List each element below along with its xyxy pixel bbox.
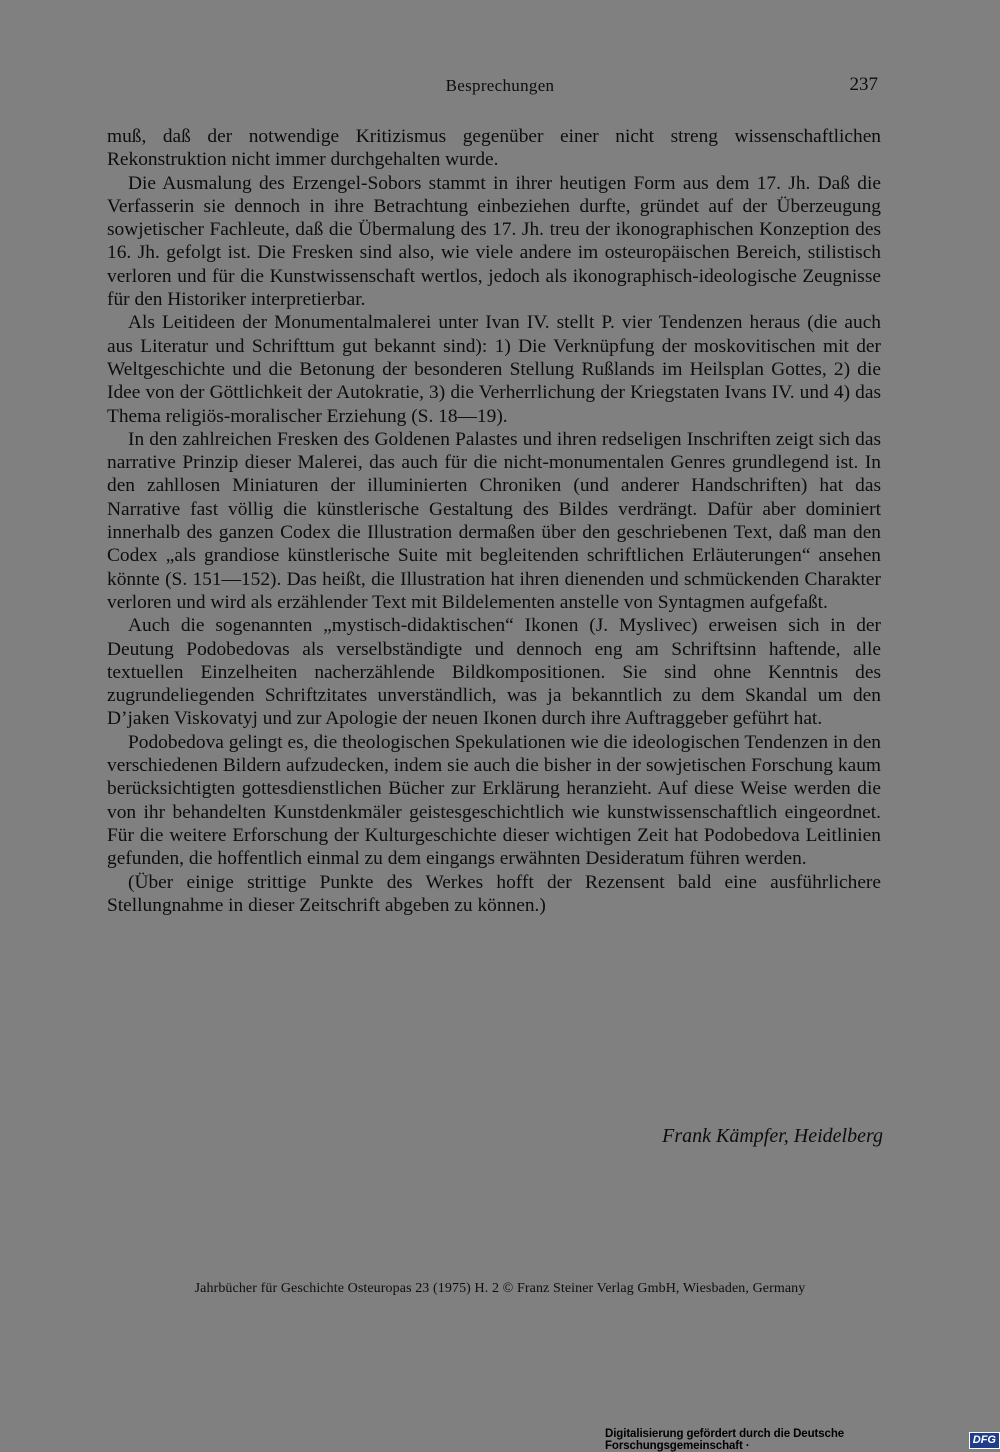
paragraph-podobedova: Podobedova gelingt es, die theologischen Spekulationen wie die ideologischen Tendenzen in den verschiedenen Bildern aufzudecken, indem sie auch die bisher in der sowjetischen Forschung kaum berücksichtigten gottesdienstlichen Bücher zur Erklärung heranzieht. Auf diese Weise werden die von ihr behandelten Kunstdenkmäler geistesgeschichtlich wie kunstwissenschaftlich eingeordnet. Für die weitere Erforschung der Kulturgeschichte dieser wichtigen Zeit hat Podobedova Leitlinien gefunden, die hoffentlich einmal zu dem eingangs erwähnten Desideratum führen werden. <box>107 731 881 870</box>
paragraph-closing-note: (Über einige strittige Punkte des Werkes hofft der Rezensent bald eine ausführlichere Stellungnahme in dieser Zeitschrift abgeben zu können.) <box>107 871 881 916</box>
reviewer-signature: Frank Kämpfer, Heidelberg <box>662 1125 883 1147</box>
funding-bar <box>605 1428 1000 1452</box>
paragraph-ikonen: Auch die sogenannten „mystisch-didaktischen“ Ikonen (J. Myslivec) erweisen sich in der Deutung Podobedovas als verselbständigte und dennoch eng am Schriftsinn haftende, alle textuellen Einzelheiten nacherzählende Bildkompositionen. Sie sind ohne Kenntnis des zugrundeliegenden Schriftzitates unverständlich, was ja bekanntlich zu dem Skandal um den D’jaken Viskovatyj und zur Apologie der neuen Ikonen durch ihre Auftraggeber geführt hat. <box>107 615 881 730</box>
paragraph-leitideen: Als Leitideen der Monumentalmalerei unter Ivan IV. stellt P. vier Tendenzen heraus (die auch aus Literatur und Schrifttum gut bekannt sind): 1) Die Verknüpfung der moskovitischen mit der Weltgeschichte und die Betonung der besonderen Stellung Rußlands im Heilsplan Gottes, 2) die Idee von der Göttlichkeit der Autokratie, 3) die Verherrlichung der Kriegstaten Ivans IV. und 4) das Thema religiös-moralischer Erziehung (S. 18—19). <box>107 312 881 427</box>
page-number: 237 <box>849 74 878 95</box>
review-body <box>107 125 881 917</box>
dfg-logo-icon: DFG <box>969 1432 1000 1449</box>
paragraph-fresken: In den zahlreichen Fresken des Goldenen Palastes und ihren redseligen Inschriften zeigt sich das narrative Prinzip dieser Malerei, das auch für die nicht-monumentalen Genres grundlegend ist. In den zahllosen Miniaturen der illuminierten Chroniken (und anderer Handschriften) hat das Narrative fast völlig die künstlerische Gestaltung des Bildes verdrängt. Dafür aber dominiert innerhalb des ganzen Codex die Illustration dermaßen über den geschriebenen Text, daß man den Codex „als grandiose künstlerische Suite mit begleitenden schriftlichen Erläuterungen“ ansehen könnte (S. 151—152). Das heißt, die Illustration hat ihren dienenden und schmückenden Charakter verloren und wird als erzählender Text mit Bildelementen anstelle von Syntagmen aufgefaßt. <box>107 428 881 613</box>
paragraph-ausmalung: Die Ausmalung des Erzengel-Sobors stammt in ihrer heutigen Form aus dem 17. Jh. Daß die Verfasserin sie dennoch in ihre Betrachtung einbeziehen durfte, gründet auf der Überzeugung sowjetischer Fachleute, daß die Übermalung des 17. Jh. treu der ikonographischen Konzeption des 16. Jh. gefolgt ist. Die Fresken sind also, wie viele andere im osteuropäischen Bereich, stilistisch verloren und für die Kunstwissenschaft wertlos, jedoch als ikonographisch-ideologische Zeugnisse für den Historiker interpretierbar. <box>107 172 881 311</box>
funding-text: Digitalisierung gefördert durch die Deutsche Forschungsgemeinschaft · <box>605 1428 845 1452</box>
journal-footer: Jahrbücher für Geschichte Osteuropas 23 (1975) H. 2 © Franz Steiner Verlag GmbH, Wiesbaden, Germany <box>194 1281 806 1296</box>
paragraph-continuation: muß, daß der notwendige Kritizismus gegenüber einer nicht streng wissenschaftlichen Rekonstruktion nicht immer durchgehalten wurde. <box>107 126 881 171</box>
running-header: Besprechungen <box>445 76 555 95</box>
